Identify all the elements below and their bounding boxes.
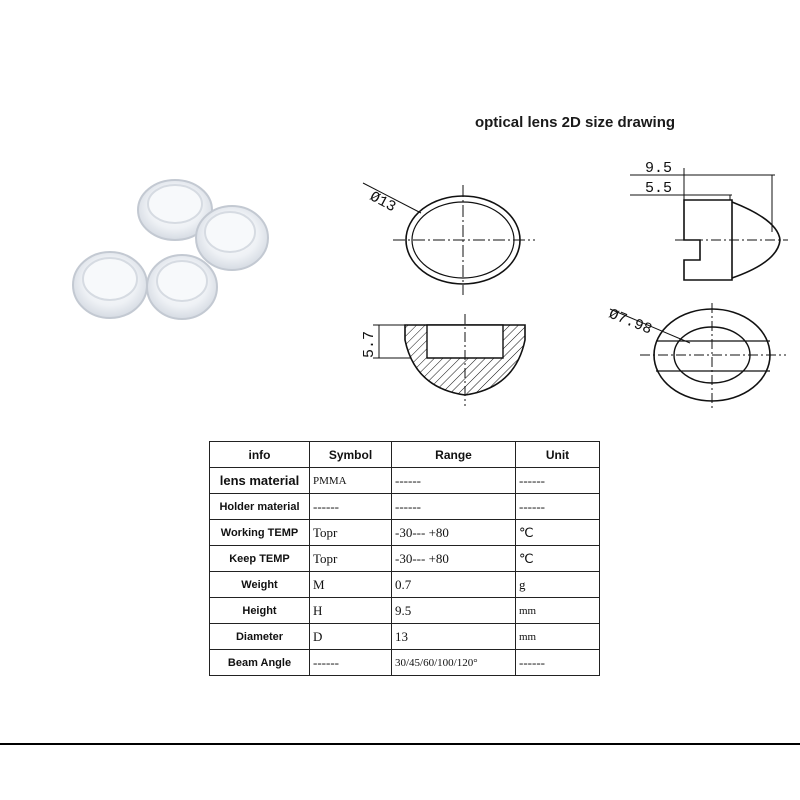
lens-front-left [73,252,147,318]
table-row [210,598,600,624]
side-body-height-label: 5.5 [645,180,673,197]
bottom-divider [0,743,800,745]
row-symbol: ------ [310,494,392,520]
row-unit: mm [516,624,600,650]
row-range: 9.5 [392,598,516,624]
side-view-drawing [620,150,790,290]
row-symbol: Topr [310,546,392,572]
row-unit: mm [516,598,600,624]
row-info: Working TEMP [210,520,310,546]
row-symbol: D [310,624,392,650]
section-view-drawing [355,310,535,410]
row-symbol: Topr [310,520,392,546]
row-info: Holder material [210,494,310,520]
row-unit: ------ [516,494,600,520]
row-info: Keep TEMP [210,546,310,572]
row-range: 30/45/60/100/120° [392,650,516,676]
row-info: Weight [210,572,310,598]
front-view-drawing [355,165,545,305]
page-title: optical lens 2D size drawing [474,114,676,131]
row-range: 13 [392,624,516,650]
top-diameter-label: Ø7.98 [606,305,655,339]
section-height-label: 5.7 [361,330,378,358]
header-info: info [210,442,310,468]
table-row [210,494,600,520]
side-total-height-label: 9.5 [645,160,673,177]
row-unit: ℃ [516,520,600,546]
row-symbol: ------ [310,650,392,676]
row-unit: ------ [516,468,600,494]
table-row [210,650,600,676]
row-unit: ------ [516,650,600,676]
header-unit: Unit [516,442,600,468]
table-row [210,572,600,598]
table-row [210,520,600,546]
table-row [210,546,600,572]
row-unit: g [516,572,600,598]
row-range: -30--- +80 [392,520,516,546]
lens-front-right [147,255,217,319]
row-range: ------ [392,468,516,494]
row-range: ------ [392,494,516,520]
table-header-row [210,442,600,468]
row-symbol: H [310,598,392,624]
table-row [210,624,600,650]
row-info: Height [210,598,310,624]
front-diameter-label: Ø13 [366,188,399,217]
row-symbol: M [310,572,392,598]
lens-back-right [196,206,268,270]
row-info: lens material [210,468,310,494]
row-info: Beam Angle [210,650,310,676]
lens-photo [60,160,290,340]
row-symbol: PMMA [310,468,392,494]
table-row [210,468,600,494]
header-range: Range [392,442,516,468]
header-symbol: Symbol [310,442,392,468]
row-unit: ℃ [516,546,600,572]
row-range: -30--- +80 [392,546,516,572]
top-view-drawing [600,295,795,415]
row-info: Diameter [210,624,310,650]
spec-table [209,441,600,676]
row-range: 0.7 [392,572,516,598]
